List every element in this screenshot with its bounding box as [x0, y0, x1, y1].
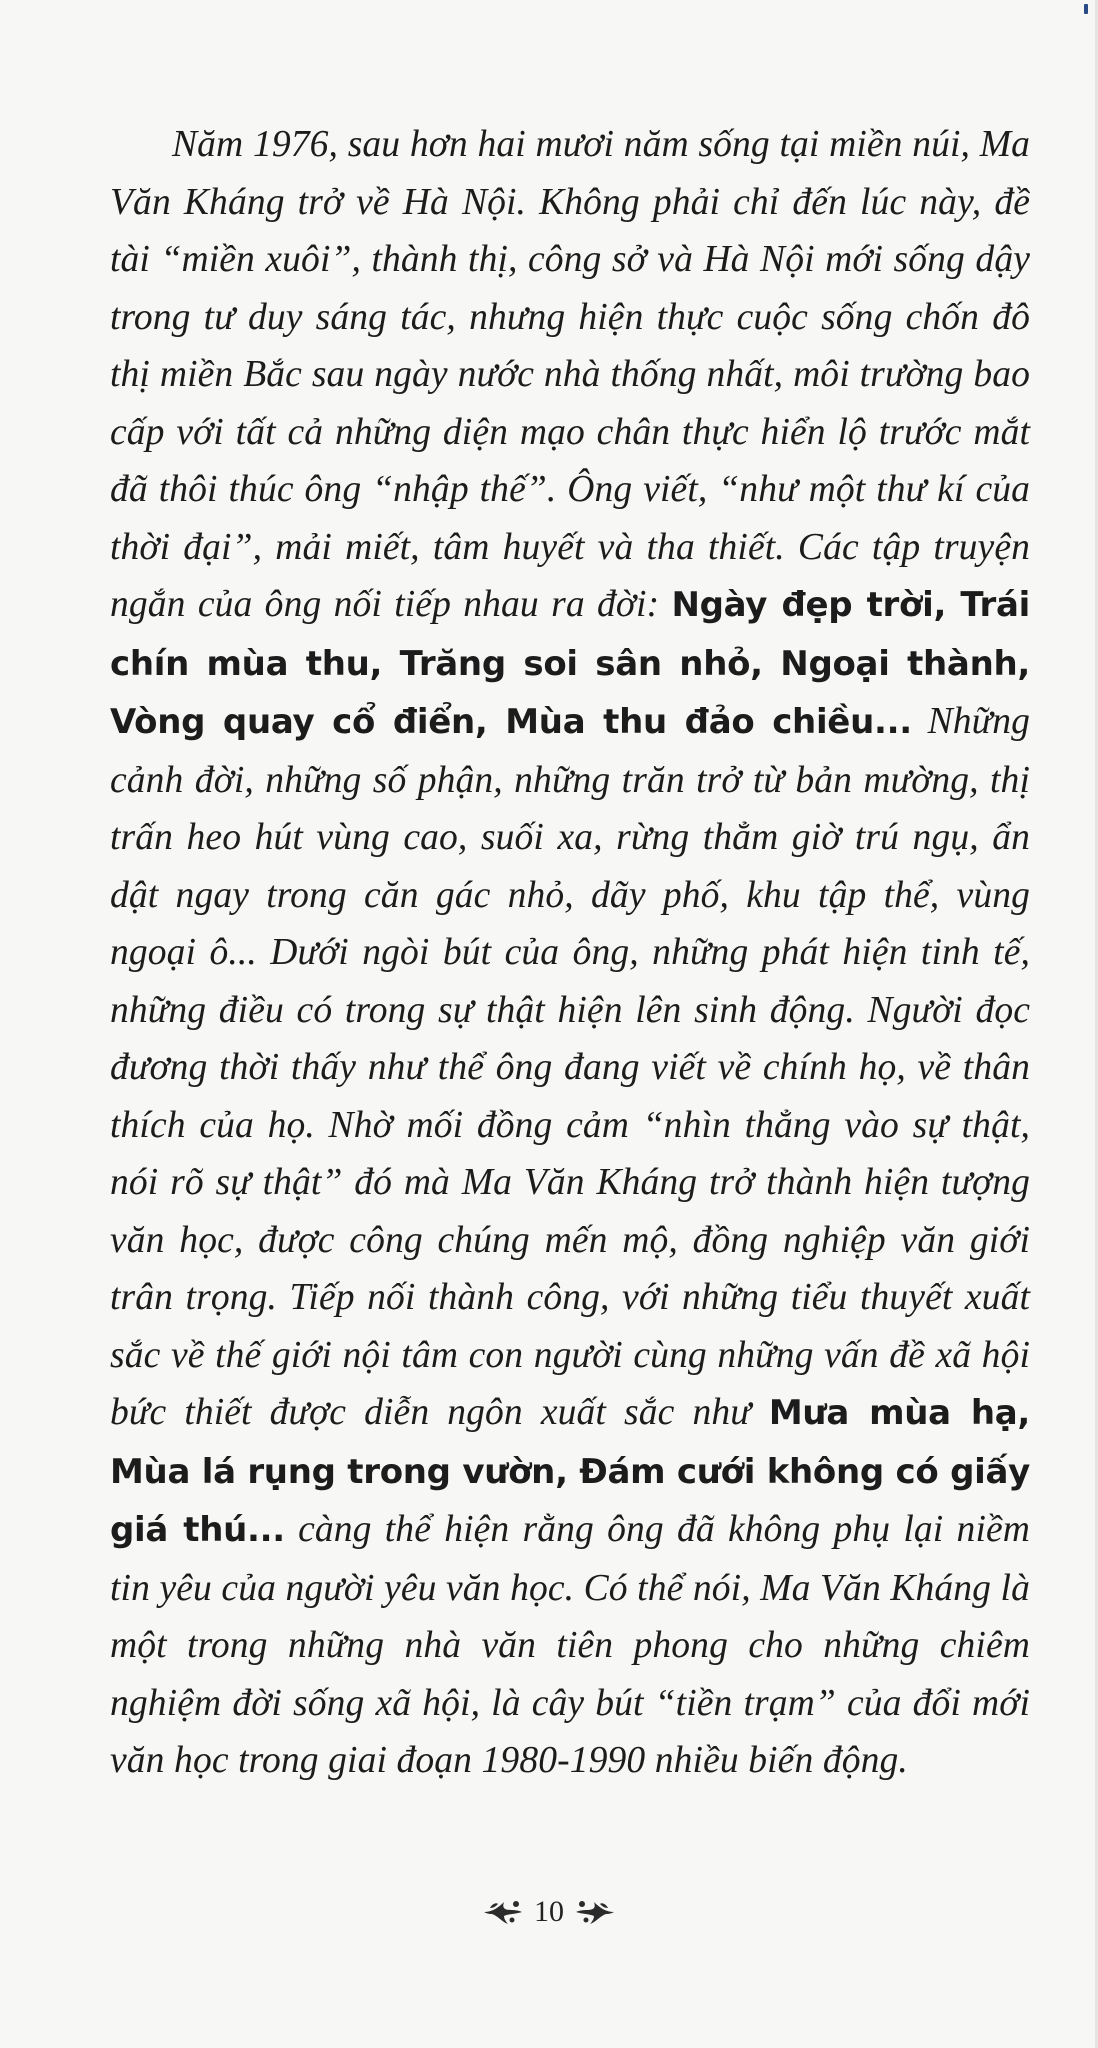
page-footer: [0, 1895, 1098, 1929]
novel-titles: Mưa mùa hạ, Mùa lá rụng trong vườn, Đám cưới không có giấy giá thú...: [110, 1393, 1030, 1550]
body-paragraph: [110, 116, 1030, 1790]
story-collection-titles: Ngày đẹp trời, Trái chín mùa thu, Trăng soi sân nhỏ, Ngoại thành, Vòng quay cổ điển, Mùa thu đảo chiều...: [110, 585, 1031, 742]
paragraph-middle: Những cảnh đời, những số phận, những trăn trở từ bản mường, thị trấn heo hút vùng cao, suối xa, rừng thẳm giờ trú ngụ, ẩn dật ngay trong căn gác nhỏ, dãy phố, khu tập thể, vùng ngoại ô... Dưới ngòi bút của ông, những phát hiện tinh tế, những điều có trong sự thật hiện lên sinh động. Người đọc đương thời thấy như thể ông đang viết về chính họ, về thân thích của họ. Nhờ mối đồng cảm “nhìn thẳng vào sự thật, nói rõ sự thật” đó mà Ma Văn Kháng trở thành hiện tượng văn học, được công chúng mến mộ, đồng nghiệp văn giới trân trọng. Tiếp nối thành công, với những tiểu thuyết xuất sắc về thế giới nội tâm con người cùng những vấn đề xã hội bức thiết được diễn ngôn xuất sắc như: [110, 701, 1030, 1433]
paragraph-intro: Năm 1976, sau hơn hai mươi năm sống tại miền núi, Ma Văn Kháng trở về Hà Nội. Không phải chỉ đến lúc này, đề tài “miền xuôi”, thành thị, công sở và Hà Nội mới sống dậy trong tư duy sáng tác, nhưng hiện thực cuộc sống chốn đô thị miền Bắc sau ngày nước nhà thống nhất, môi trường bao cấp với tất cả những diện mạo chân thực hiển lộ trước mắt đã thôi thúc ông “nhập thế”. Ông viết, “như một thư kí của thời đại”, mải miết, tâm huyết và tha thiết. Các tập truyện ngắn của ông nối tiếp nhau ra đời:: [110, 124, 1030, 625]
floral-ornament-right-icon: [574, 1898, 616, 1926]
corner-mark: [1084, 4, 1088, 14]
paragraph-ending: càng thể hiện rằng ông đã không phụ lại niềm tin yêu của người yêu văn học. Có thể nói, Ma Văn Kháng là một trong những nhà văn tiên phong cho những chiêm nghiệm đời sống xã hội, là cây bút “tiền trạm” của đổi mới văn học trong giai đoạn 1980-1990 nhiều biến động.: [110, 1509, 1031, 1781]
floral-ornament-left-icon: [482, 1898, 524, 1926]
page-number: 10: [534, 1895, 564, 1928]
